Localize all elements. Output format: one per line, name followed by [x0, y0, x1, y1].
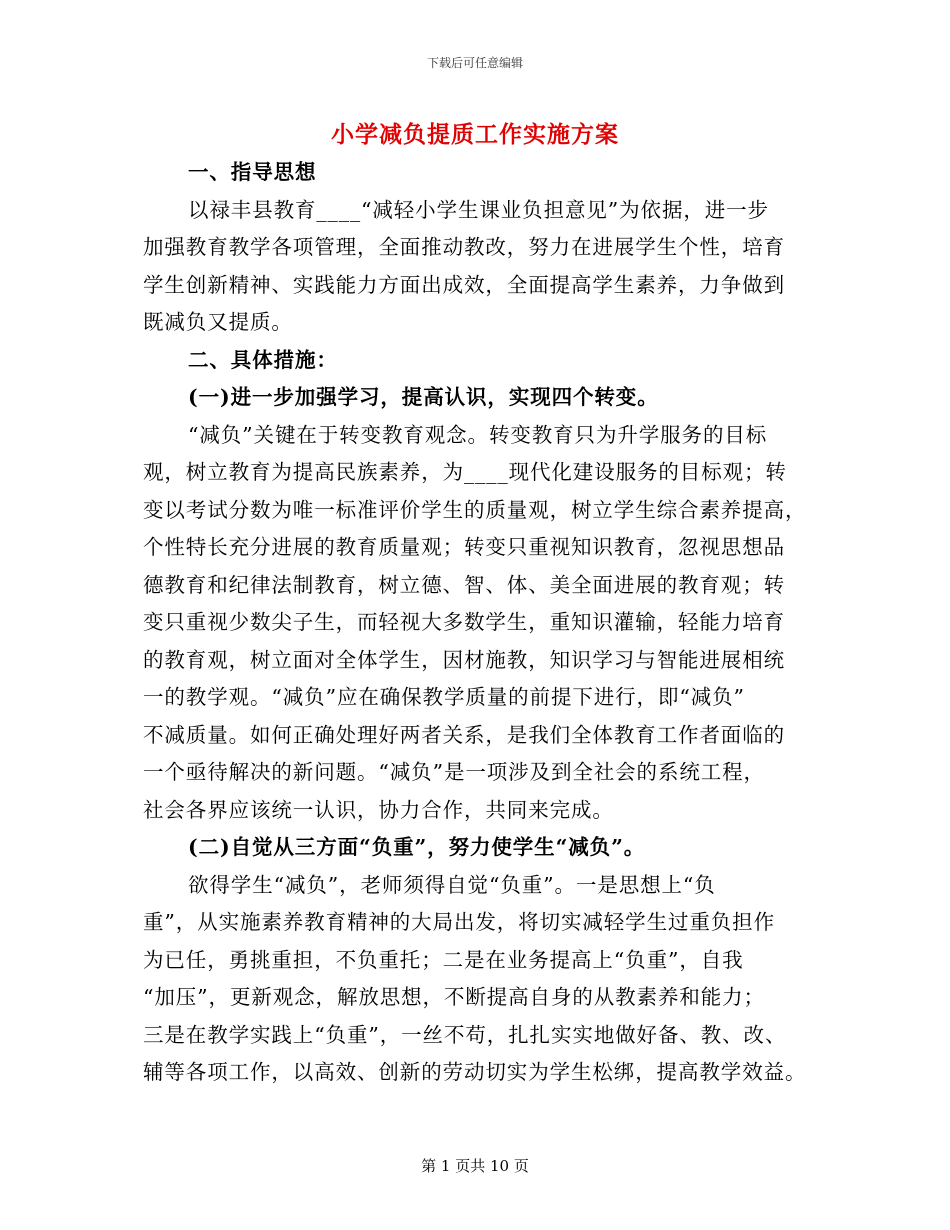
- section-heading: 一、指导思想: [188, 160, 317, 184]
- body-text-line: 一个亟待解决的新问题。“减负”是一项涉及到全社会的系统工程，: [143, 760, 765, 784]
- body-text-line: 不减质量。如何正确处理好两者关系，是我们全体教育工作者面临的: [143, 722, 785, 747]
- body-text-line: 变只重视少数尖子生，而轻视大多数学生，重知识灌输，轻能力培育: [143, 610, 785, 634]
- section-heading: (二)自觉从三方面“负重”，努力使学生“减负”。: [188, 835, 646, 859]
- document-body: [143, 154, 813, 1092]
- page-footer: 第 1 页共 10 页: [421, 1157, 529, 1175]
- body-text-line: 的教育观，树立面对全体学生，因材施教，知识学习与智能进展相统: [143, 647, 785, 672]
- body-text-line: 辅等各项工作，以高效、创新的劳动切实为学生松绑，提高教学效益。: [143, 1060, 807, 1084]
- body-text-line: 为已任，勇挑重担，不负重托；二是在业务提高上“负重”，自我: [143, 947, 744, 972]
- body-text-line: 既减负又提质。: [143, 310, 293, 334]
- body-text-line: 三是在教学实践上“负重”，一丝不苟，扎扎实实地做好备、教、改、: [143, 1022, 787, 1047]
- section-heading: (一)进一步加强学习，提高认识，实现四个转变。: [188, 385, 659, 409]
- body-text-line: 德教育和纪律法制教育，树立德、智、体、美全面进展的教育观；转: [143, 572, 785, 597]
- body-text-line: 加强教育教学各项管理，全面推动教改，努力在进展学生个性，培育: [143, 235, 785, 259]
- body-text-line: 重”，从实施素养教育精神的大局出发，将切实减轻学生过重负担作: [143, 910, 775, 934]
- body-text-line: 一的教学观。“减负”应在确保教学质量的前提下进行，即“减负”: [143, 685, 745, 709]
- header-note: 下载后可任意编辑: [426, 56, 523, 70]
- body-text-line: 欲得学生“减负”，老师须得自觉“负重”。一是思想上“负: [188, 872, 716, 897]
- section-heading: 二、具体措施：: [188, 347, 338, 372]
- document-title: 小学减负提质工作实施方案: [331, 121, 619, 148]
- body-text-line: 个性特长充分进展的教育质量观；转变只重视知识教育，忽视思想品: [143, 535, 785, 559]
- body-text-line: 观，树立教育为提高民族素养，为____现代化建设服务的目标观；转: [143, 460, 787, 484]
- body-text-line: “减负”关键在于转变教育观念。转变教育只为升学服务的目标: [188, 422, 768, 447]
- body-text-line: 社会各界应该统一认识，协力合作，共同来完成。: [143, 797, 614, 822]
- body-text-line: 以禄丰县教育____“减轻小学生课业负担意见”为依据，进一步: [188, 197, 769, 222]
- body-text-line: “加压”，更新观念，解放思想，不断提高自身的从教素养和能力；: [143, 985, 765, 1009]
- body-text-line: 变以考试分数为唯一标准评价学生的质量观，树立学生综合素养提高，: [143, 497, 807, 522]
- body-text-line: 学生创新精神、实践能力方面出成效，全面提高学生素养，力争做到: [143, 272, 785, 297]
